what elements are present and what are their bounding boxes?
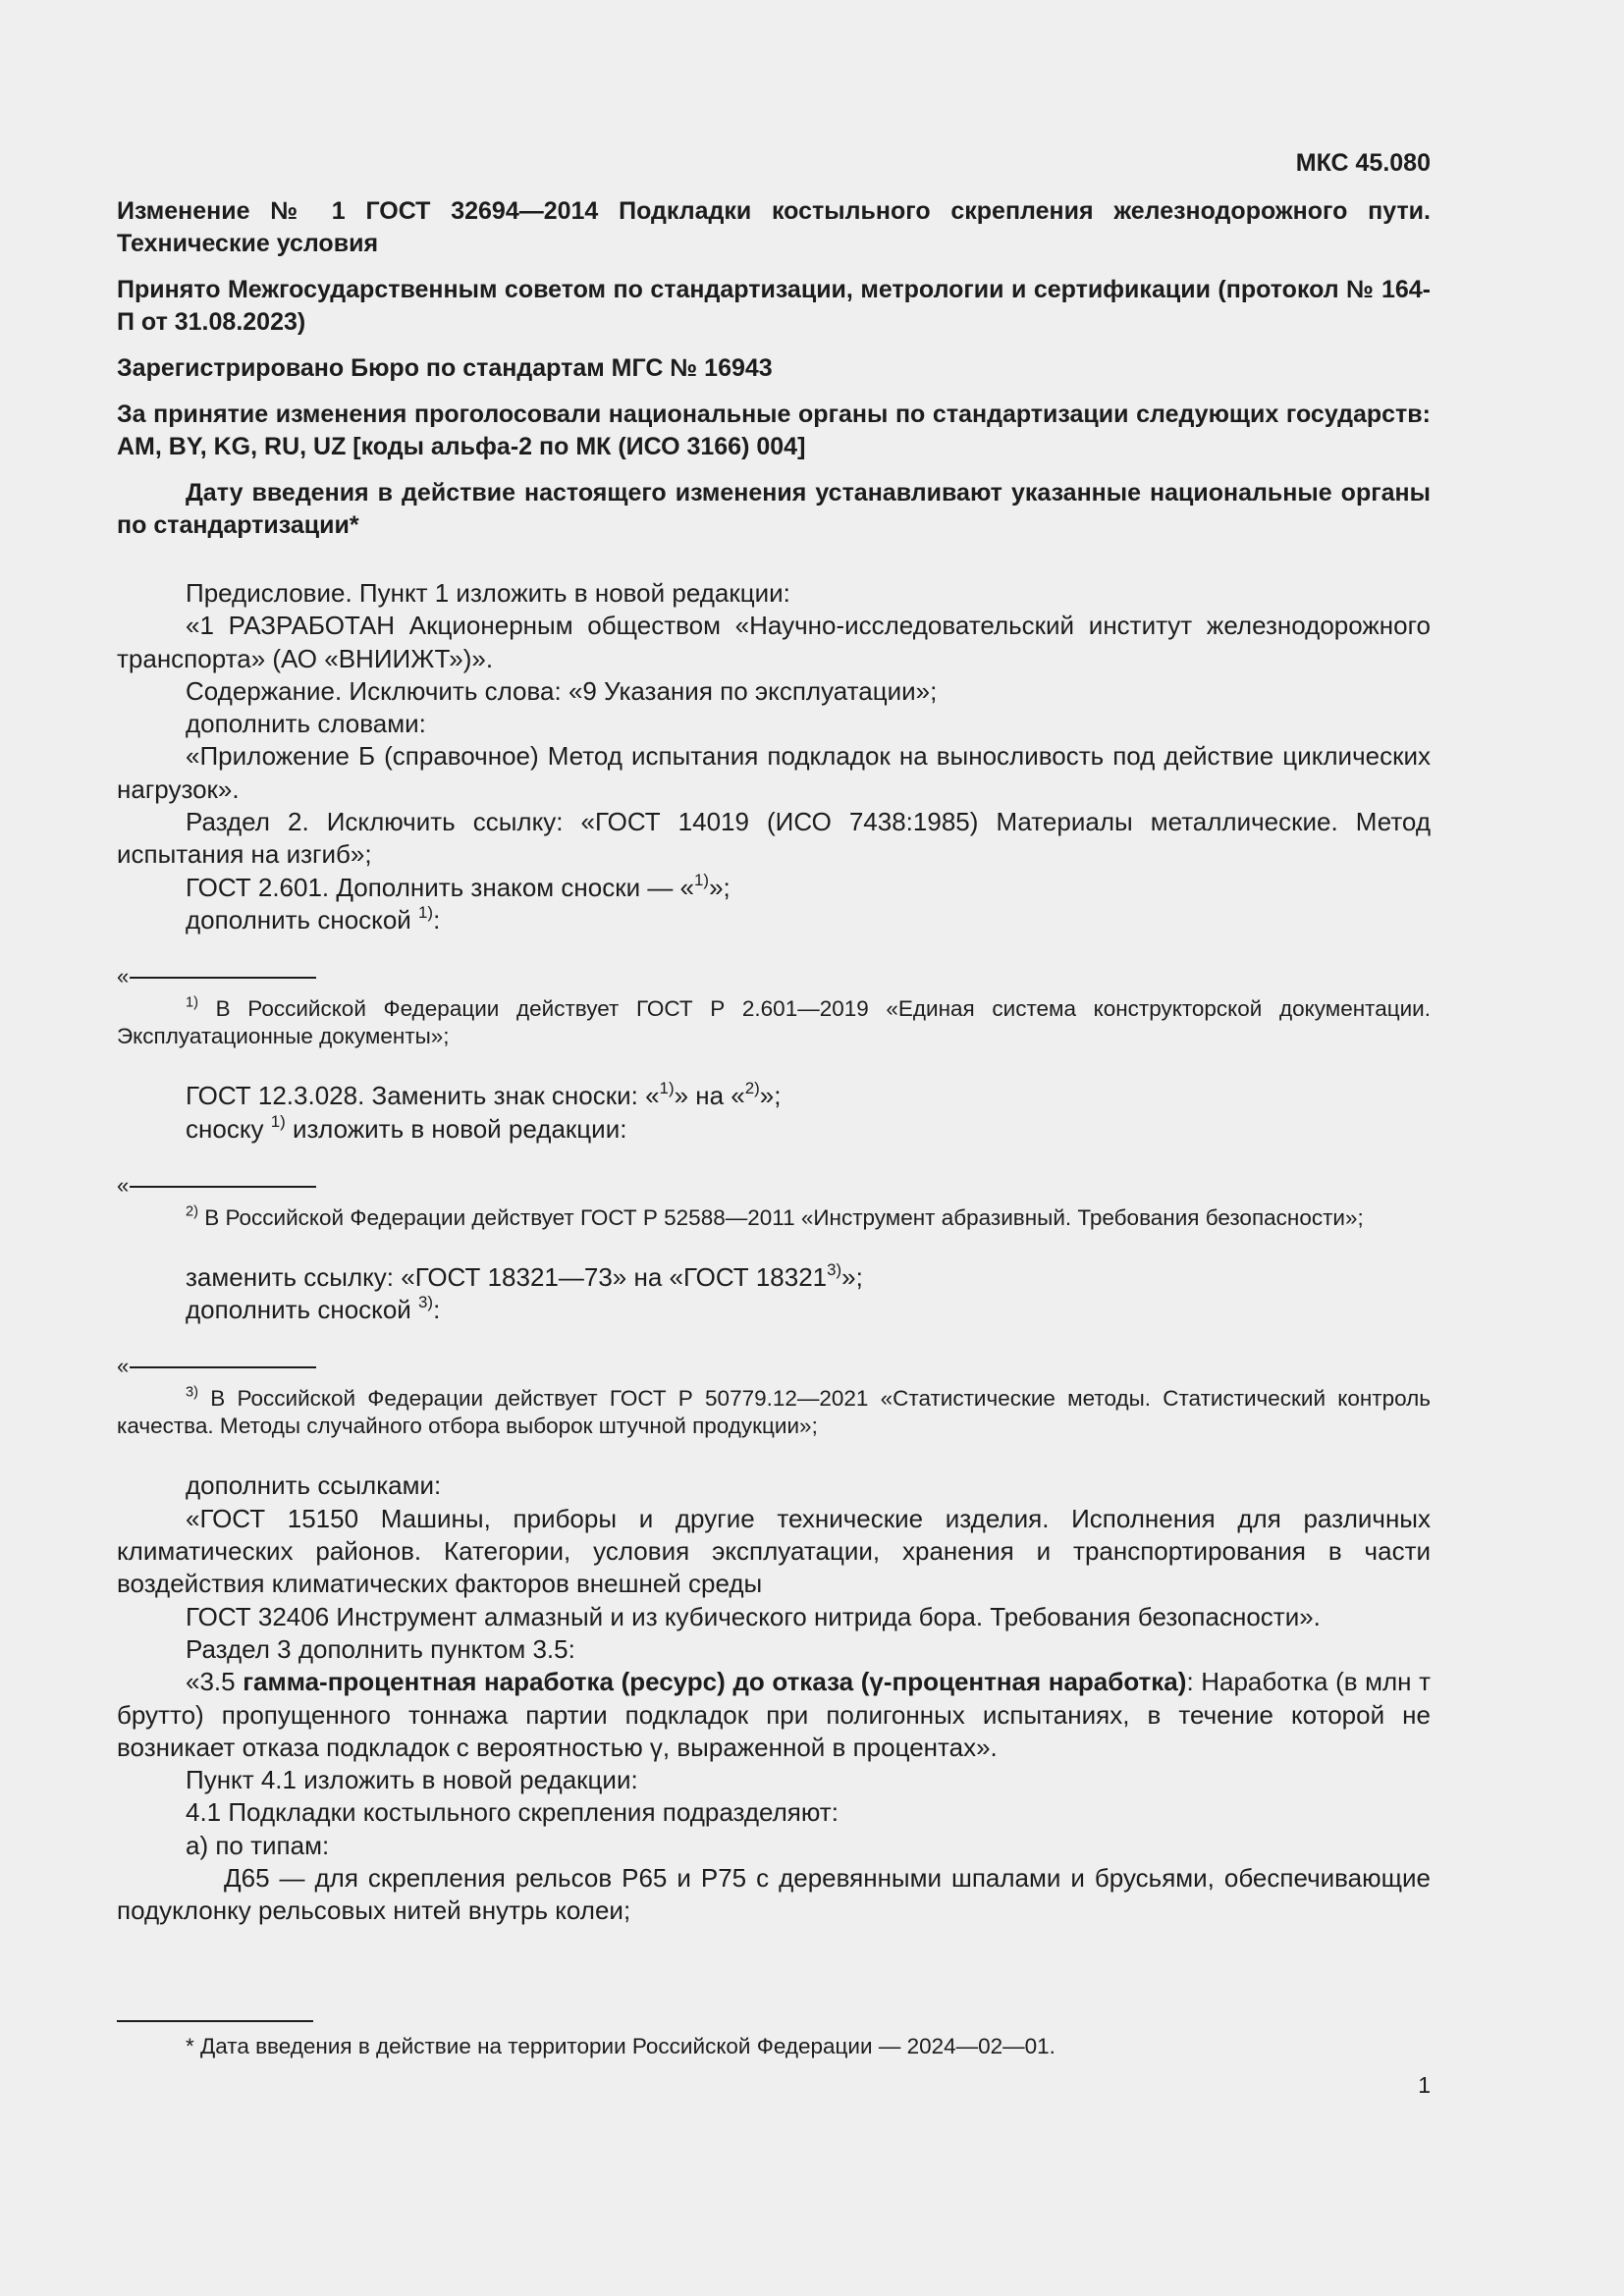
paragraph: Раздел 3 дополнить пунктом 3.5: — [186, 1633, 575, 1664]
footnote-separator: « — [117, 1356, 1431, 1377]
footnote-text: $^{1)}$ В Российской Федерации действует ГОСТ Р 2.601—2019 «Единая система конструкторской документации. Эксплуатационные документы»; — [117, 994, 1431, 1049]
amendment-title: Изменение № 1 ГОСТ 32694—2014 Подкладки костыльного скрепления железнодорожного пути. Технические условия — [117, 197, 1431, 257]
footnote-block — [117, 966, 1431, 1050]
mks-code: МКС 45.080 — [1295, 149, 1431, 177]
paragraph: Предисловие. Пункт 1 изложить в новой редакции: — [186, 578, 790, 608]
paragraph: Раздел 2. Исключить ссылку: «ГОСТ 14019 (ИСО 7438:1985) Материалы металлические. Метод испытания на изгиб»; — [117, 807, 1431, 870]
paragraph: «Приложение Б (справочное) Метод испытания подкладок на выносливость под действие циклических нагрузок». — [117, 741, 1431, 804]
footnote-text: $^{2)}$ В Российской Федерации действует ГОСТ Р 52588—2011 «Инструмент абразивный. Требования безопасности»; — [186, 1203, 1364, 1230]
footnote-block — [117, 1172, 1431, 1232]
paragraph: 4.1 Подкладки костыльного скрепления подразделяют: — [186, 1797, 839, 1828]
adopted-statement: Принято Межгосударственным советом по стандартизации, метрологии и сертификации (протокол № 164-П от 31.08.2023) — [117, 276, 1431, 336]
paragraph: ГОСТ 32406 Инструмент алмазный и из кубического нитрида бора. Требования безопасности». — [186, 1601, 1321, 1631]
paragraph: сноску $^{1)}$ изложить в новой редакции: — [186, 1111, 627, 1144]
paragraph: Пункт 4.1 изложить в новой редакции: — [186, 1765, 638, 1795]
footnote-text: $^{3)}$ В Российской Федерации действует ГОСТ Р 50779.12—2021 «Статистические методы. Статистический контроль качества. Методы случайного отбора выборок штучной продукции»; — [117, 1384, 1431, 1439]
page-footnote: * Дата введения в действие на территории Российской Федерации — 2024—02—01. — [186, 2034, 1056, 2058]
paragraph: ГОСТ 12.3.028. Заменить знак сноски: «$^{1)}$» на «$^{2)}$»; — [186, 1079, 782, 1111]
paragraph: дополнить сноской $^{3)}$: — [186, 1293, 441, 1325]
paragraph: Д65 — для скрепления рельсов Р65 и Р75 с деревянными шпалами и брусьями, обеспечивающие подуклонку рельсовых нитей внутрь колеи; — [117, 1863, 1431, 1926]
paragraph: дополнить ссылками: — [186, 1470, 442, 1501]
registration-statement: Зарегистрировано Бюро по стандартам МГС № 16943 — [117, 354, 773, 382]
paragraph: заменить ссылку: «ГОСТ 18321—73» на «ГОСТ 18321$^{3)}$»; — [186, 1259, 863, 1292]
paragraph: Содержание. Исключить слова: «9 Указания по эксплуатации»; — [186, 675, 938, 706]
paragraph: «1 РАЗРАБОТАН Акционерным обществом «Научно-исследовательский институт железнодорожного транспорта» (АО «ВНИИЖТ»)». — [117, 611, 1431, 673]
paragraph: дополнить словами: — [186, 709, 426, 739]
voting-statement: За принятие изменения проголосовали национальные органы по стандартизации следующих государств: AM, BY, KG, RU, UZ [коды альфа-2 по МК (ИСО 3166) 004] — [117, 400, 1431, 460]
page-number: 1 — [1418, 2072, 1431, 2098]
page-footnote-separator — [117, 2020, 313, 2022]
paragraph: ГОСТ 2.601. Дополнить знаком сноски — «$^{1)}$»; — [186, 870, 731, 902]
term-definition: гамма-процентная наработка (ресурс) до отказа (γ-процентная наработка) — [243, 1667, 1187, 1697]
paragraph: «3.5 гамма-процентная наработка (ресурс) до отказа (γ-процентная наработка): Наработка (в млн т брутто) пропущенного тоннажа партии подкладок при полигонных испытаниях, в течение которой не возникает отказа подкладок с вероятностью γ, выраженной в процентах». — [117, 1667, 1432, 1762]
list-item: а) по типам: — [186, 1830, 330, 1860]
paragraph: «ГОСТ 15150 Машины, приборы и другие технические изделия. Исполнения для различных климатических районов. Категории, условия эксплуатации, хранения и транспортирования в части воздействия климатических факторов внешней среды — [117, 1503, 1431, 1599]
paragraph: дополнить сноской $^{1)}$: — [186, 902, 441, 934]
footnote-separator: « — [117, 1175, 1431, 1197]
amendment-body — [117, 577, 1431, 1928]
page-content — [117, 147, 1431, 1928]
footnote-separator: « — [117, 966, 1431, 988]
footnote-block — [117, 1356, 1431, 1440]
effective-date-statement: Дату введения в действие настоящего изменения устанавливают указанные национальные органы по стандартизации* — [117, 479, 1431, 539]
